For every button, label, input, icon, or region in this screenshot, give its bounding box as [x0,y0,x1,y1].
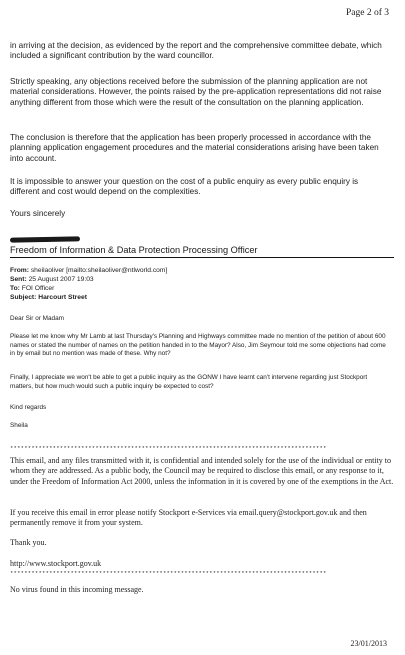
disclaimer-paragraph-1: This email, and any files transmitted with it, is confidential and intended solely for the use of the individual or entity to whom they are addressed. As a public body, the Council may be required to disclose this email, or any response to it, under the Freedom of Information Act 2000, unless the information in it is covered by one of the exemptions in the Act. [10,456,394,486]
sender-title: Freedom of Information & Data Protection Processing Officer [10,244,394,258]
letter-paragraph-4: It is impossible to answer your question on the cost of a public enquiry as every public enquiry is different and cost would depend on the complexities. [10,177,359,197]
separator-bottom: ***************************************************************************************** [10,571,327,577]
from-value: sheilaoliver [mailto:sheilaoliver@ntlworld.com] [30,267,168,274]
from-label: From: [10,267,29,274]
disclaimer-thanks: Thank you. [10,538,47,547]
to-value: FOI Officer [21,285,55,292]
subject-value: Harcourt Street [38,294,87,301]
letter-paragraph-3: The conclusion is therefore that the application has been properly processed in accordance with the planning application engagement procedures and the material considerations arising have been taken into account. [10,133,379,163]
to-label: To: [10,285,20,292]
email-from-line [10,266,388,275]
letter-closing: Yours sincerely [10,209,66,218]
letter-paragraph-2: Strictly speaking, any objections received before the submission of the planning application are not material considerations. However, the points raised by the pre-application representations did not raise anything different from those which were the result of the consultation on the planning application. [10,77,382,107]
virus-note: No virus found in this incoming message. [10,585,144,594]
email-sent-line [10,275,388,284]
page-number: Page 2 of 3 [345,8,389,18]
sent-value: 25 August 2007 19:03 [28,276,94,283]
email-to-line [10,284,388,293]
letter-paragraph-1: in arriving at the decision, as evidenced by the report and the comprehensive committee debate, which included a significant contribution by the ward councillor. [10,41,382,61]
subject-label: Subject: [10,294,37,301]
email-paragraph-2: Finally, I appreciate we won't be able to get a public inquiry as the GONW I have learnt can't intervene regarding just Stockport matters, but how much would such a public inquiry be expected to cost? [10,374,368,390]
separator-top: ***************************************************************************************** [10,446,327,452]
email-paragraph-1: Please let me know why Mr Lamb at last Thursday's Planning and Highways committee made no mention of the petition of about 600 names or stated the number of names on the petition handed in to the Mayor? Also, Jim Seymour told me some objections had come in by email but no mention was made of these. Why not? [10,333,386,358]
footer-date: 23/01/2013 [350,639,387,648]
council-url: http://www.stockport.gov.uk [10,559,102,568]
disclaimer-paragraph-2: If you receive this email in error please notify Stockport e-Services via email.query@stockport.gov.uk and then permanently remove it from your system. [10,508,367,528]
sent-label: Sent: [10,276,27,283]
email-signature: Sheila [10,422,28,429]
email-subject-line [10,293,388,302]
redacted-signature [10,236,80,242]
email-greeting: Dear Sir or Madam [10,315,64,322]
email-regards: Kind regards [10,404,47,411]
